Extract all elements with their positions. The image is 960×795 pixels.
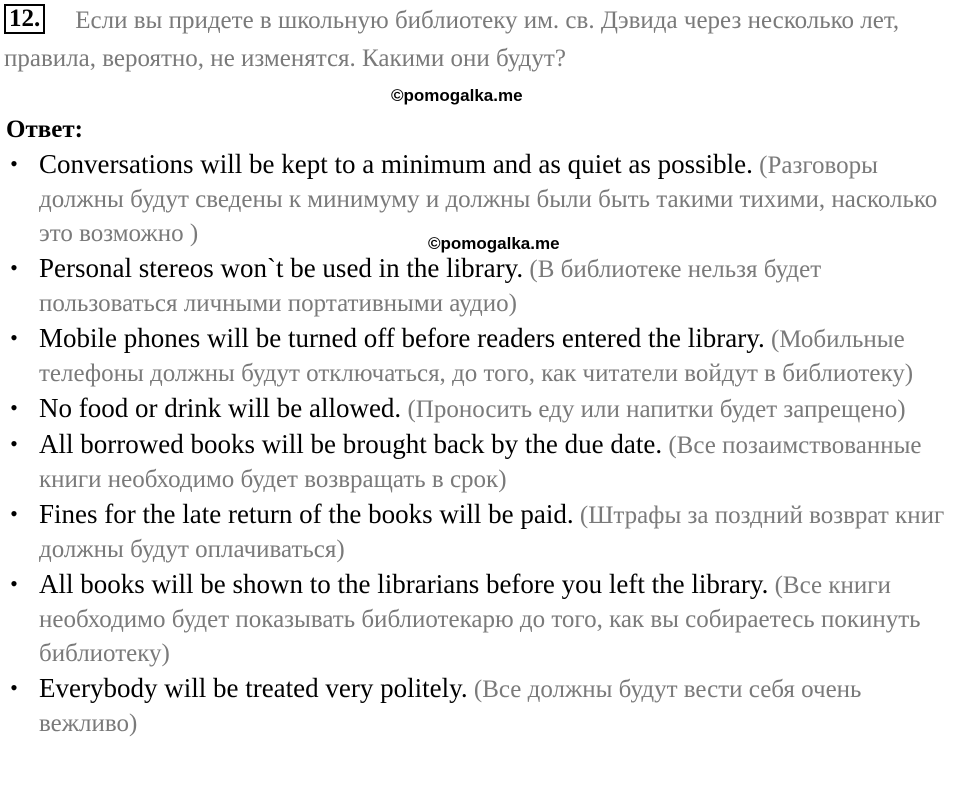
answer-item [0, 321, 960, 391]
answer-russian: (Мобильные телефоны должны будут отключаться, до того, как читатели войдут в библиотеку) [39, 326, 914, 387]
answer-item [0, 427, 960, 497]
answer-english: Conversations will be kept to a minimum and as quiet as possible. [39, 149, 753, 179]
answer-russian: (Все позаимствованные книги необходимо будет возвращать в срок) [39, 432, 922, 493]
answer-russian: (Разговоры должны будут сведены к минимуму и должны были быть такими тихими, насколько это возможно ) [39, 152, 938, 247]
answer-russian: (Все книги необходимо будет показывать библиотекарю до того, как вы собираетесь покинуть библиотеку) [39, 572, 921, 667]
answer-item [0, 567, 960, 671]
bullet-icon: • [10, 395, 18, 420]
answer-russian: (В библиотеке нельзя будет пользоваться личными портативными аудио) [39, 256, 822, 317]
answer-label: Ответ: [6, 116, 83, 143]
answer-item [0, 671, 960, 741]
answer-english: All books will be shown to the librarians before you left the library. [39, 569, 769, 599]
answer-item [0, 391, 960, 427]
answer-russian: (Все должны будут вести себя очень вежливо) [39, 676, 862, 737]
answer-english: Fines for the late return of the books will be paid. [39, 499, 574, 529]
answer-item [0, 497, 960, 567]
bullet-icon: • [10, 255, 18, 280]
answer-english: Personal stereos won`t be used in the library. [39, 253, 524, 283]
bullet-icon: • [10, 325, 18, 350]
bullet-icon: • [10, 431, 18, 456]
watermark: ©pomogalka.me [428, 234, 560, 253]
bullet-icon: • [10, 501, 18, 526]
bullet-icon: • [10, 151, 18, 176]
answer-russian: (Проносить еду или напитки будет запрещено) [407, 396, 906, 423]
bullet-icon: • [10, 675, 18, 700]
answer-english: Everybody will be treated very politely. [39, 673, 468, 703]
task-statement [4, 2, 944, 78]
answer-item [0, 251, 960, 321]
watermark: ©pomogalka.me [391, 86, 523, 105]
answer-english: All borrowed books will be brought back by the due date. [39, 429, 663, 459]
answer-russian: (Штрафы за поздний возврат книг должны будут оплачиваться) [39, 502, 945, 563]
answer-english: Mobile phones will be turned off before readers entered the library. [39, 323, 765, 353]
answer-english: No food or drink will be allowed. [39, 393, 402, 423]
task-number: 12. [4, 4, 45, 34]
task-text: Если вы придете в школьную библиотеку им. св. Дэвида через несколько лет, правила, вероятно, не изменятся. Какими они будут? [4, 7, 900, 72]
bullet-icon: • [10, 571, 18, 596]
